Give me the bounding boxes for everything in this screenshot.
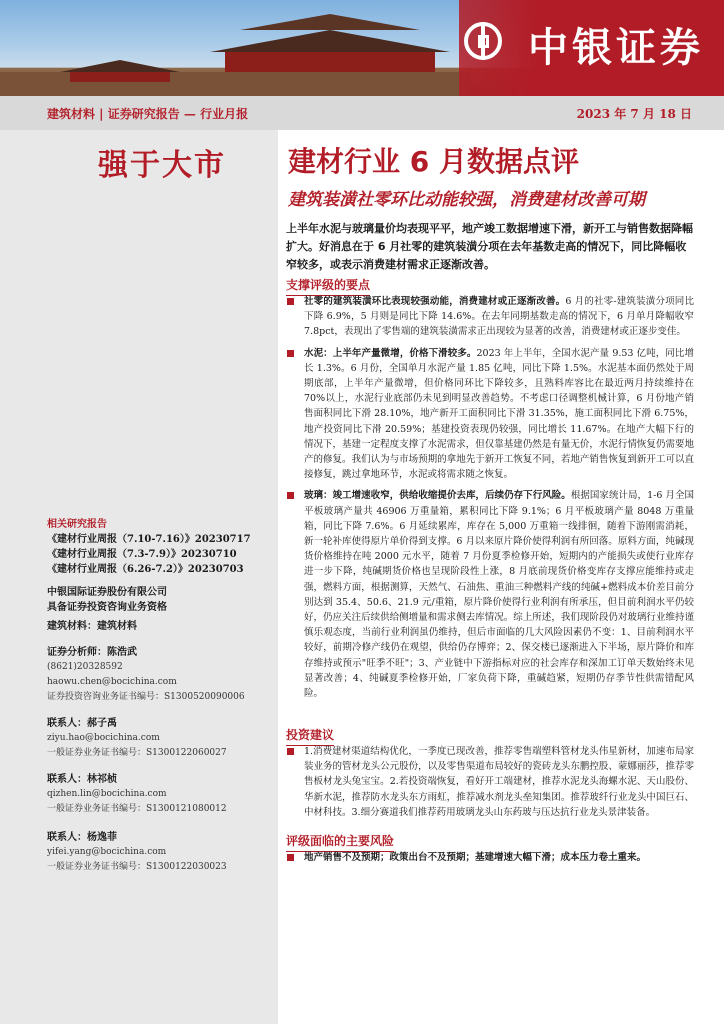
point-text: 6 月的社零-建筑装潢分项同比下降 6.9%，5 月则是同比下降 14.6%。在去年同期基数走高的情况下，6 月单月降幅收窄 7.8pct，表现出了零售端的建筑装潢需求正出现较为显著的改善，消费建材或正逐步变佳。 [304,296,694,338]
contact-block [47,772,272,817]
org-name: 中银国际证券股份有限公司 [47,587,167,598]
contact-block [47,830,272,875]
report-date: 2023 年 7 月 18 日 [576,107,692,121]
contact-cert: 一般证券业务证书编号：S1300122060027 [47,748,227,758]
risk-body [286,850,694,865]
point-text: 根据国家统计局，1-6 月全国平板玻璃产量共 46906 万重量箱，累积同比下降 9.1%；6 月平板玻璃产量 8048 万重量箱，同比下降 7.6%。6 月延续累库，库存在 5,000 万重箱一线排徊，随着下游刚需消耗，新一轮补库使得原片单价得到支撑。6 月以来原片降价使得利润有所回落。原料方面，纯碱现货价格维持在吨 2000 元水平，随着 7 月份夏季检修开始，短期内的产能损失或使行业库存进一步下降，纯碱期货价格也呈现阶段性上涨，8 月底前现货价格变库存支撑应能维持或走强，燃料方面，根据测算，天然气、石油焦、重油三种燃料产线的纯碱+燃料成本价差目前分别达到 35.4、50.6、21.9 元/重箱，原片降价使得行业利润有所承压，但目前利润水平仍较好，仍应关注后续供给侧增量和需求侧去库情况。综上所述，我们现阶段仍对玻璃行业维持谨慎乐观态度，当前行业利润虽仍维持，但后市面临的几大风险因素仍不变：1、目前利润水平较好，前期冷修产线仍在观望，供给仍存博弈；2、保交楼已逐渐进入下半场，原片降价和库存维持或预示"旺季不旺"；3、产业链中下游指标对应的社会库存和深加工订单天数始终未见显著改善；4、纯碱夏季检修开始，厂家负荷下降，重碱趋紧，短期仍存季节性供需错配风险。 [304,490,694,700]
point-lead: 社零的建筑装潢环比表现较强动能，消费建材或正逐渐改善。 [304,296,566,307]
invest-item: 1.消费建材渠道结构优化，一季度已现改善，推荐零售端塑料管材龙头伟星新材，加速布局家装业务的管材龙头公元股份，以及零售渠道布局较好的瓷砖龙头东鹏控股、蒙娜丽莎，推荐零售板材龙头兔宝宝。2.若投资端恢复，看好开工端建材，推荐水泥龙头海螺水泥、天山股份、华新水泥，推荐防水龙头东方雨虹，推荐减水剂龙头垒知集团。推荐玻纤行业龙头中国巨石、中材科技。3.细分赛道我们推荐药用玻璃龙头山东药玻与压达抗行业龙头景津装备。 [286,744,694,820]
analyst-email[interactable]: haowu.chen@bocichina.com [47,677,177,687]
rating-label: 强于大市 [98,148,226,183]
report-topbar [0,96,724,130]
header-banner [0,0,724,96]
sidebar-panel [0,130,278,1024]
forbidden-city-illustration [0,0,470,96]
section-heading-points: 支撑评级的要点 [286,276,370,296]
report-subtitle: 建筑装潢社零环比动能较强，消费建材改善可期 [288,190,645,210]
points-body [286,294,694,701]
invest-body [286,744,694,820]
contact-email[interactable]: ziyu.hao@bocichina.com [47,733,160,743]
contact-cert: 一般证券业务证书编号：S1300122030023 [47,862,227,872]
point-text: 2023 年上半年，全国水泥产量 9.53 亿吨，同比增长 1.3%。6 月份，全国单月水泥产量 1.85 亿吨，同比下降 1.5%。水泥基本面仍然处于周期底部，上半年产量微增，但价格同环比下降较多，且熟料库容比在最近两月持续维持在 70%以上，水泥行业底部仍未见到明显改善趋势。不考虑口径调整机械计算，6 月份地产销售面积同比下滑 28.10%，地产新开工面积同比下滑 31.35%，施工面积同比下滑 6.75%，地产投资同比下滑 20.59%；基建投资表现仍较强，同比增长 11.67%。在地产大幅下行的情况下，基建一定程度支撑了水泥需求，但仅靠基建仍然是有量无价，水泥行情恢复仍需要地产的修复。我们认为与市场预期的拿地先于新开工恢复不同，若地产销售恢复到新开工可以直接修复，跳过拿地环节，水泥或将需求随之恢复。 [304,347,694,481]
brand-name: 中银证券 [528,25,704,71]
report-category: 建筑材料 | 证券研究报告 — 行业月报 [47,107,249,121]
analyst-cert: 证券投资咨询业务证书编号：S1300520090006 [47,692,245,702]
analyst-role: 证券分析师：陈浩武 [47,647,137,658]
related-item[interactable]: 《建材行业周报（6.26-7.2）》20230703 [47,564,244,575]
point-lead: 水泥：上半年产量微增，价格下滑较多。 [304,347,477,359]
related-reports [47,517,272,577]
related-title: 相关研究报告 [47,519,107,530]
contact-block [47,716,272,761]
related-item[interactable]: 《建材行业周报（7.10-7.16）》20230717 [47,534,251,545]
analyst-block [47,645,272,705]
org-qualification: 具备证券投资咨询业务资格 [47,602,167,613]
section-heading-invest: 投资建议 [286,726,334,746]
org-info [47,585,272,634]
risk-item [286,850,694,865]
point-item [286,294,694,340]
bank-logo-icon [464,22,502,60]
section-heading-risk: 评级面临的主要风险 [286,832,394,852]
contact-role: 联系人：郝子禹 [47,718,117,729]
point-item [286,488,694,701]
analyst-phone: (8621)20328592 [47,662,123,672]
contact-email[interactable]: yifei.yang@bocichina.com [47,847,167,857]
point-lead: 玻璃：竣工增速收窄，供给收缩提价去库，后续仍存下行风险。 [304,490,571,502]
report-summary: 上半年水泥与玻璃量价均表现平平，地产竣工数据增速下滑，新开工与销售数据降幅扩大。好消息在于 6 月社零的建筑装潢分项在去年基数走高的情况下，同比降幅收窄较多，或表示消费建材需求正逐渐改善。 [286,222,693,271]
brand-panel [459,0,724,96]
contact-cert: 一般证券业务证书编号：S1300121080012 [47,804,227,814]
report-title: 建材行业 6 月数据点评 [288,145,579,178]
contact-email[interactable]: qizhen.lin@bocichina.com [47,789,167,799]
risk-text: 地产销售不及预期；政策出台不及预期；基建增速大幅下滑；成本压力卷土重来。 [304,852,647,863]
contact-role: 联系人：林祁桢 [47,774,117,785]
contact-role: 联系人：杨逸菲 [47,832,117,843]
related-item[interactable]: 《建材行业周报（7.3-7.9）》20230710 [47,549,237,560]
point-item [286,346,694,483]
sector-label: 建筑材料：建筑材料 [47,621,137,632]
